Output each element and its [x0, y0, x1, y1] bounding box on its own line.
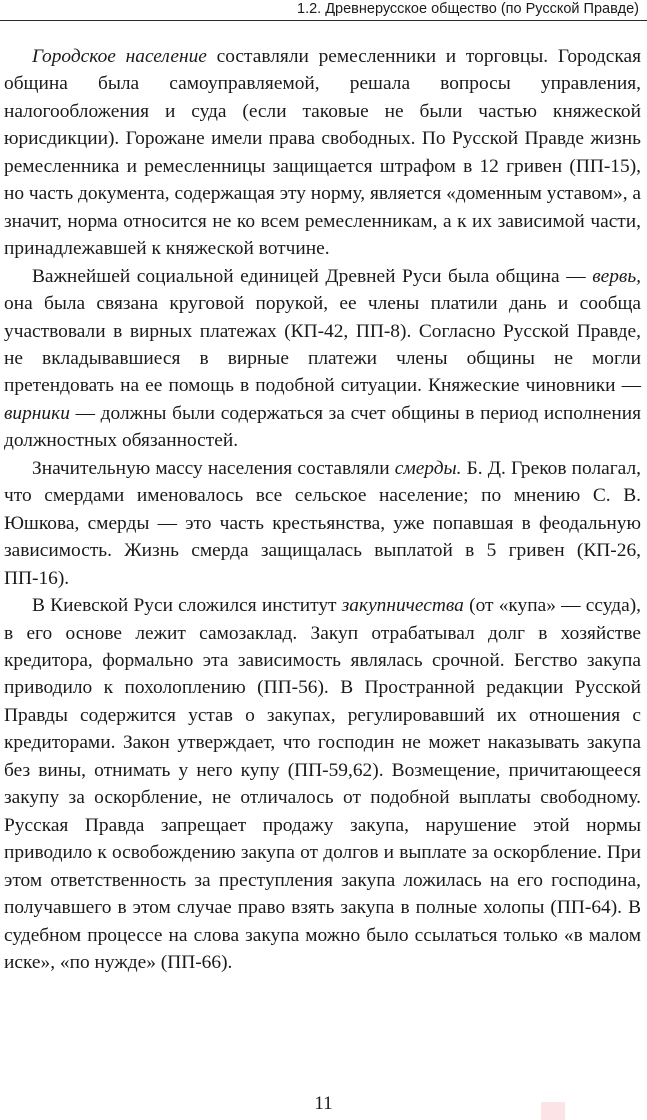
running-header: 1.2. Древнерусское общество (по Русской Правде)	[297, 1, 639, 17]
paragraph-text: Важнейшей социальной единицей Древней Руси была община —	[32, 265, 593, 287]
paragraph-text: (от «купа» — ссуда), в его основе лежит самозаклад. Закуп отрабатывал долг в хозяйстве кредитора, формально эта зависимость являлась срочной. Бегство закупа приводило к похолоплению (ПП-56). В Пространной редакции Русской Правды содержится устав о закупах, регулировавший их отношения с кредиторами. Закон утверждает, что господин не может наказывать закупа без вины, отнимать у него купу (ПП-59,62). Возмещение, причитающееся закупу за оскорбление, не отличалось от подобной выплаты свободному. Русская Правда запрещает продажу закупа, нарушение этой нормы приводило к освобождению закупа от долгов и выплате за оскорбление. При этом ответственность за преступления закупа ложилась на его господина, получавшего в этом случае право взять закупа в полные холопы (ПП-64). В судебном процессе на слова закупа можно было ссылаться только «в малом иске», «по нужде» (ПП-66).	[4, 595, 642, 973]
paragraph	[4, 263, 641, 455]
page-number: 11	[314, 1093, 333, 1114]
paragraph-text: В Киевской Руси сложился институт	[32, 595, 342, 617]
paragraph-text: составляли ремесленники и торговцы. Городская община была самоуправляемой, решала вопросы управления, налогообложения и суда (если таковые не были частью княжеской юрисдикции). Горожане имели права свободных. По Русской Правде жизнь ремесленника и ремесленницы защищается штрафом в 12 гривен (ПП-15), но часть документа, содержащая эту норму, является «доменным уставом», а значит, норма относится не ко всем ремесленникам, а к их зависимой части, принадлежавшей к княжеской вотчине.	[4, 46, 641, 260]
header-rule	[0, 20, 647, 21]
body-text	[4, 43, 641, 976]
term: вервь,	[592, 265, 641, 287]
paragraph-text: — должны были содержаться за счет общины в период исполнения должностных обязанностей.	[4, 402, 641, 452]
paragraph-text: Значительную массу населения составляли	[32, 457, 395, 479]
term: смерды.	[394, 457, 462, 479]
term: Городское население	[32, 46, 207, 67]
term: закупничества	[341, 595, 464, 617]
paragraph	[4, 43, 641, 263]
paragraph	[4, 592, 641, 976]
paragraph-text: Б. Д. Греков полагал, что смердами именовалось все сельское население; по мнению С. В. Юшкова, смерды — это часть крестьянства, уже попавшая в феодальную зависимость. Жизнь смерда защищалась выплатой в 5 гривен (КП-26, ПП-16).	[4, 457, 641, 589]
term: вирники	[4, 402, 70, 424]
paragraph-text: она была связана круговой порукой, ее члены платили дань и сообща участвовали в вирных платежах (КП-42, ПП-8). Согласно Русской Правде, не вкладывавшиеся в вирные платежи члены общины не могли претендовать на ее помощь в подобной ситуации. Княжеские чиновники —	[4, 293, 641, 397]
corner-mark	[541, 1102, 565, 1120]
paragraph	[4, 455, 641, 592]
